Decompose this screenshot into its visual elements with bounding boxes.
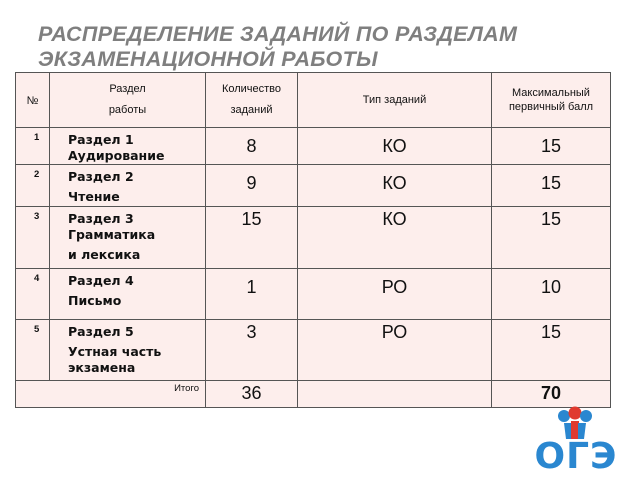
total-max: 70 bbox=[492, 381, 611, 408]
row-num: 3 bbox=[16, 207, 50, 269]
row-max: 15 bbox=[492, 207, 611, 269]
header-count-line-2: заданий bbox=[230, 104, 273, 116]
row-section-line-1: Раздел 1 bbox=[68, 132, 134, 147]
table-row bbox=[16, 207, 611, 269]
row-section-line-1: Раздел 5 bbox=[68, 324, 134, 339]
row-section-line-2: Письмо bbox=[68, 293, 122, 308]
row-section bbox=[50, 165, 206, 207]
oge-logo bbox=[528, 406, 624, 476]
total-count: 36 bbox=[206, 381, 298, 408]
row-num: 5 bbox=[16, 320, 50, 381]
row-count: 15 bbox=[206, 207, 298, 269]
row-num: 4 bbox=[16, 269, 50, 320]
distribution-table bbox=[15, 72, 611, 408]
header-max bbox=[492, 73, 611, 128]
row-section-line-3: и лексика bbox=[68, 247, 141, 262]
row-section bbox=[50, 320, 206, 381]
row-section-line-1: Раздел 2 bbox=[68, 169, 134, 184]
table-row bbox=[16, 320, 611, 381]
header-num: № bbox=[16, 73, 50, 128]
row-count: 9 bbox=[206, 165, 298, 207]
row-max: 15 bbox=[492, 128, 611, 165]
row-section-line-1: Раздел 3 bbox=[68, 211, 134, 226]
row-max: 10 bbox=[492, 269, 611, 320]
row-section bbox=[50, 207, 206, 269]
table-header-row bbox=[16, 73, 611, 128]
row-type: КО bbox=[298, 128, 492, 165]
header-type: Тип заданий bbox=[298, 73, 492, 128]
table-row bbox=[16, 128, 611, 165]
row-num: 2 bbox=[16, 165, 50, 207]
header-section bbox=[50, 73, 206, 128]
table-row bbox=[16, 269, 611, 320]
row-section-line-3: экзамена bbox=[68, 360, 136, 375]
row-num: 1 bbox=[16, 128, 50, 165]
row-max: 15 bbox=[492, 165, 611, 207]
header-count-line-1: Количество bbox=[221, 83, 282, 95]
row-section-line-2: Аудирование bbox=[68, 148, 165, 163]
row-section bbox=[50, 128, 206, 165]
exam-person-logo-icon bbox=[528, 406, 624, 440]
header-count bbox=[206, 73, 298, 128]
header-max-line-2: первичный балл bbox=[508, 101, 594, 113]
logo-text: ОГЭ bbox=[534, 436, 618, 477]
page-title-line-2: ЭКЗАМЕНАЦИОННОЙ РАБОТЫ bbox=[38, 47, 378, 71]
row-type: РО bbox=[298, 269, 492, 320]
header-max-line-1: Максимальный bbox=[512, 87, 590, 99]
row-section-line-2: Устная часть bbox=[68, 344, 162, 359]
header-section-line-2: работы bbox=[108, 104, 147, 116]
row-type: РО bbox=[298, 320, 492, 381]
total-label: Итого bbox=[16, 381, 206, 408]
row-section bbox=[50, 269, 206, 320]
header-section-line-1: Раздел bbox=[109, 83, 146, 95]
row-type: КО bbox=[298, 207, 492, 269]
total-type bbox=[298, 381, 492, 408]
table-row bbox=[16, 165, 611, 207]
row-count: 1 bbox=[206, 269, 298, 320]
row-section-line-2: Чтение bbox=[68, 189, 120, 204]
row-count: 8 bbox=[206, 128, 298, 165]
page-title-line-1: РАСПРЕДЕЛЕНИЕ ЗАДАНИЙ ПО РАЗДЕЛАМ bbox=[38, 22, 518, 46]
table-total-row bbox=[16, 381, 611, 408]
row-type: КО bbox=[298, 165, 492, 207]
row-section-line-1: Раздел 4 bbox=[68, 273, 134, 288]
page-title bbox=[38, 22, 628, 72]
row-count: 3 bbox=[206, 320, 298, 381]
row-max: 15 bbox=[492, 320, 611, 381]
row-section-line-2: Грамматика bbox=[68, 227, 156, 242]
